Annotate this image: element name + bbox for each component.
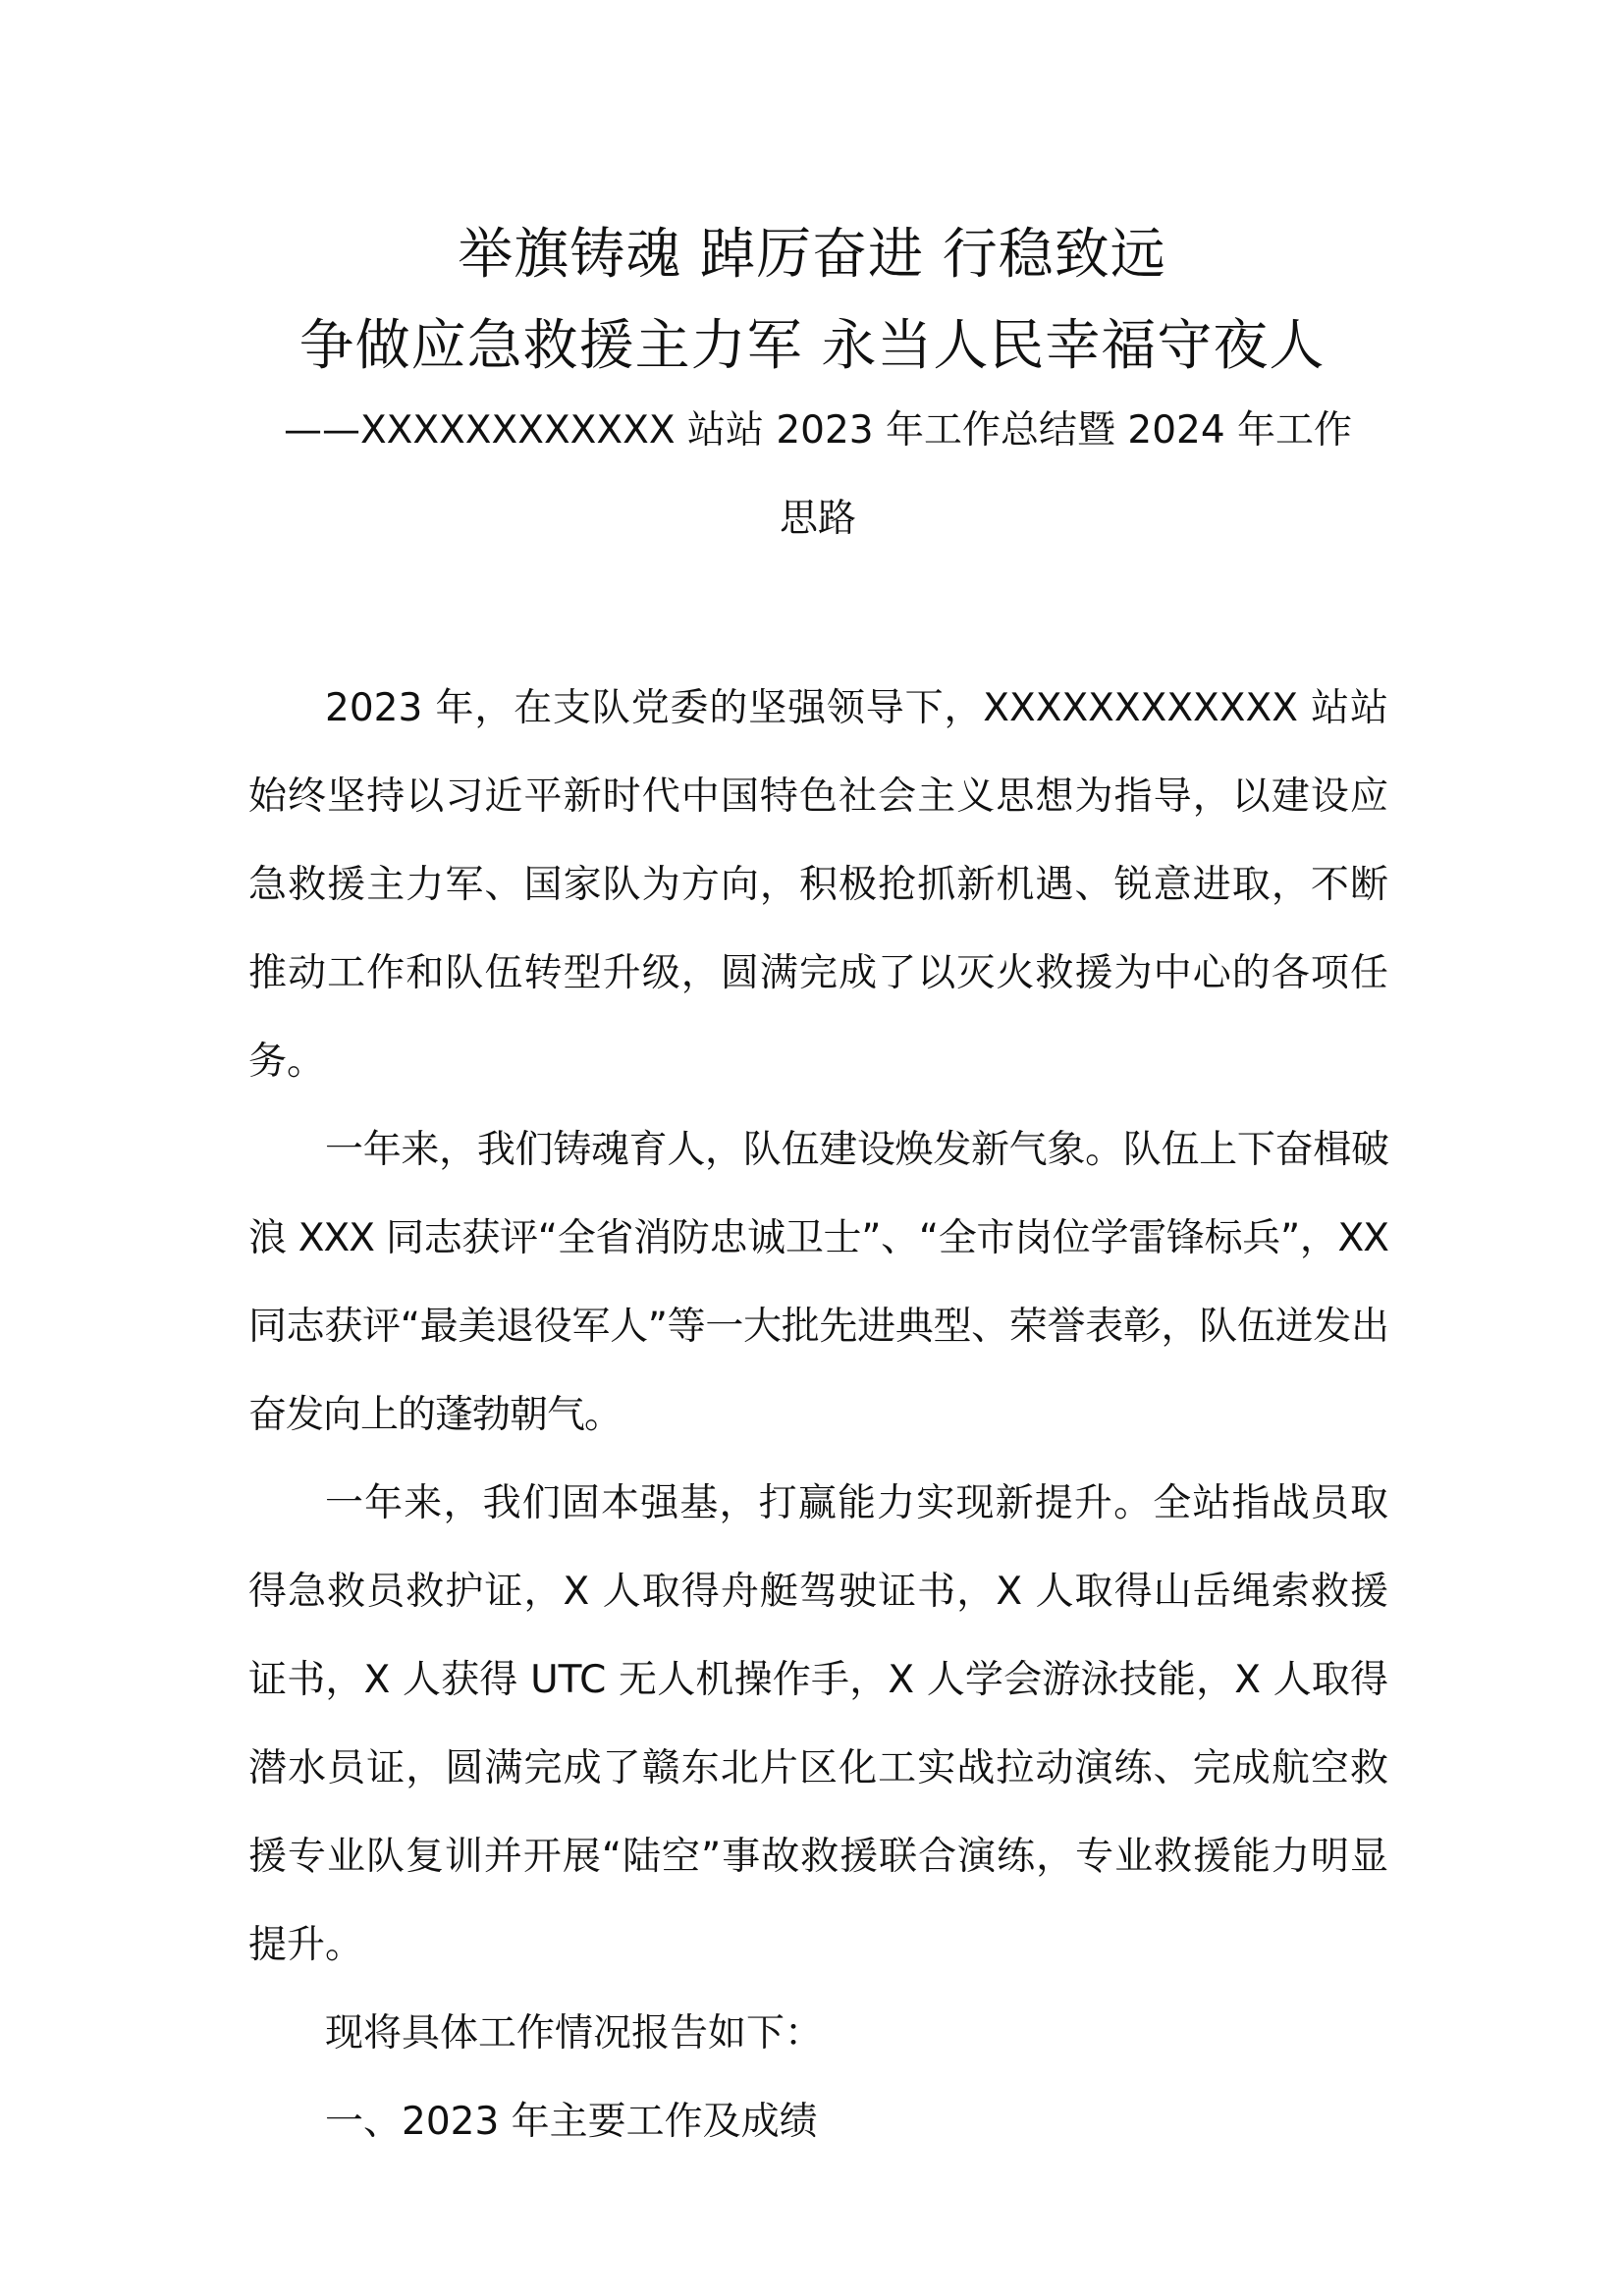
document-title-line-1: 举旗铸魂 踔厉奋进 行稳致远 [458, 223, 1166, 287]
paragraph-intro: 2023 年，在支队党委的坚强领导下，XXXXXXXXXXXX 站站始终坚持以习近平新时代中国特色社会主义思想为指导，以建设应急救援主力军、国家队为方向，积极抢抓新机遇、锐意进取，不断推动工作和队伍转型升级，圆满完成了以灭火救援为中心的各项任务。 [248, 686, 1388, 1084]
document-title-line-2: 争做应急救援主力军 永当人民幸福守夜人 [298, 314, 1326, 378]
document-subtitle-line-2: 思路 [779, 497, 856, 541]
section-heading-1: 一、2023 年主要工作及成绩 [325, 2100, 818, 2144]
document-body [248, 665, 1388, 2166]
paragraph-capability: 一年来，我们固本强基，打赢能力实现新提升。全站指战员取得急救员救护证，X 人取得舟艇驾驶证书，X 人取得山岳绳索救援证书，X 人获得 UTC 无人机操作手，X 人学会游泳技能，X 人取得潜水员证，圆满完成了赣东北片区化工实战拉动演练、完成航空救援专业队复训并开展“陆空”事故救援联合演练，专业救援能力明显提升。 [248, 1481, 1388, 1967]
paragraph-report-lead: 现将具体工作情况报告如下： [325, 2011, 824, 2056]
document-subtitle-line-1: ——XXXXXXXXXXXX 站站 2023 年工作总结暨 2024 年工作 [283, 408, 1353, 453]
paragraph-team-building: 一年来，我们铸魂育人，队伍建设焕发新气象。队伍上下奋楫破浪 XXX 同志获评“全省消防忠诚卫士”、“全市岗位学雷锋标兵”，XX 同志获评“最美退役军人”等一大批先进典型、荣誉表彰，队伍迸发出奋发向上的蓬勃朝气。 [248, 1128, 1388, 1437]
